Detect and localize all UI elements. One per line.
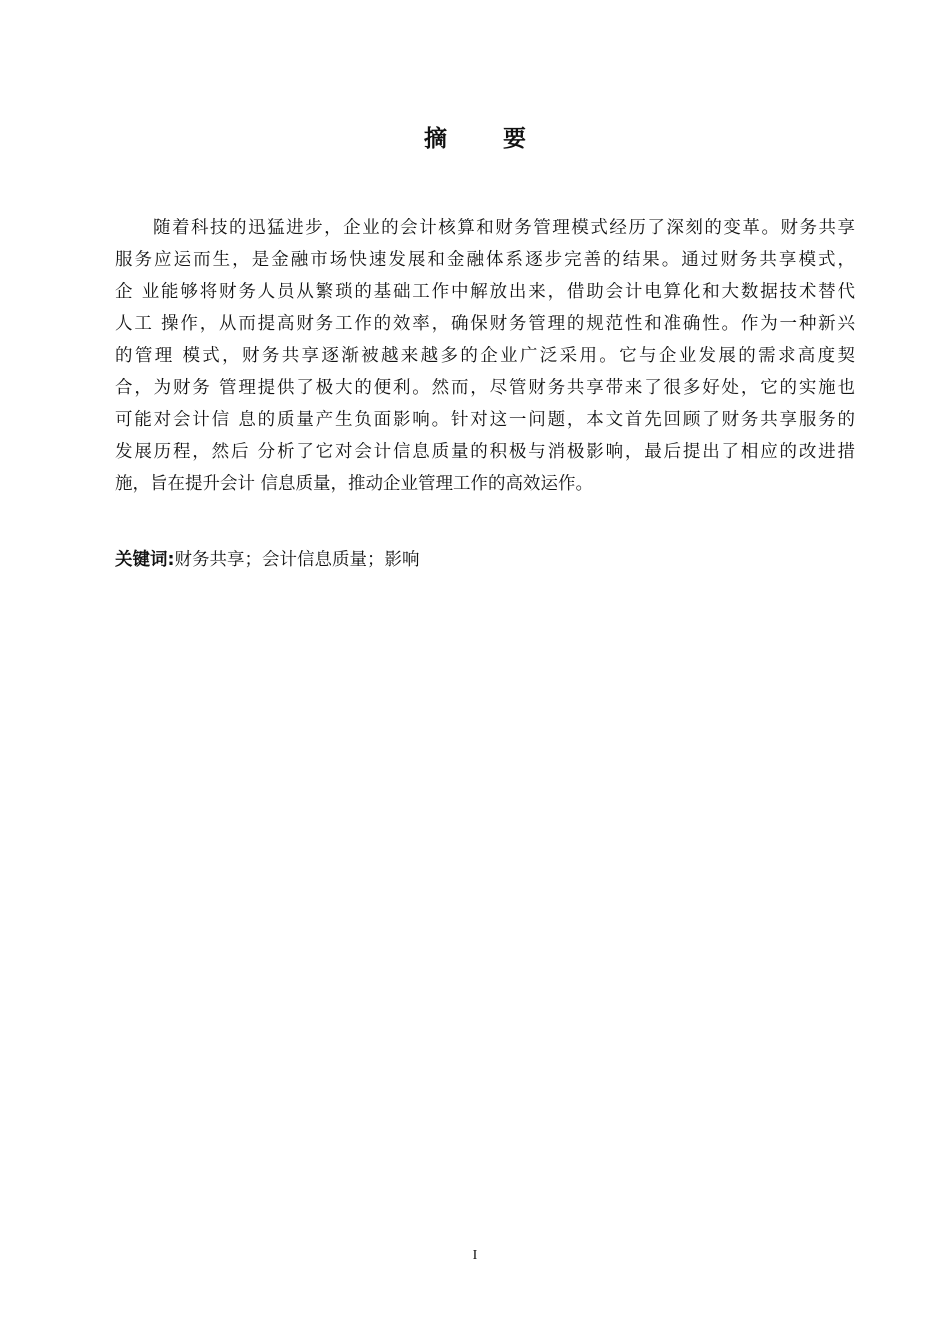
keywords-label: 关键词: — [115, 550, 175, 570]
abstract-line-8: 发展历程，然后 分析了它对会计信息质量的积极与消极影响，最后提出了相应的改进措 — [115, 442, 855, 462]
abstract-line-9: 施，旨在提升会计 信息质量，推动企业管理工作的高效运作。 — [115, 474, 594, 494]
abstract-line-7: 可能对会计信 息的质量产生负面影响。针对这一问题，本文首先回顾了财务共享服务的 — [115, 410, 855, 430]
keywords-text: 财务共享；会计信息质量；影响 — [174, 550, 420, 570]
abstract-body — [115, 212, 855, 500]
page-number: I — [472, 1248, 478, 1263]
abstract-line-1: 随着科技的迅猛进步，企业的会计核算和财务管理模式经历了深刻的变革。财务共享 — [153, 218, 855, 238]
abstract-line-3: 企 业能够将财务人员从繁琐的基础工作中解放出来，借助会计电算化和大数据技术替代 — [115, 282, 855, 302]
abstract-line-2: 服务应运而生，是金融市场快速发展和金融体系逐步完善的结果。通过财务共享模式， — [115, 250, 855, 270]
abstract-title: 摘 要 — [423, 126, 550, 152]
abstract-line-6: 合，为财务 管理提供了极大的便利。然而，尽管财务共享带来了很多好处，它的实施也 — [115, 378, 855, 398]
abstract-line-5: 的管理 模式，财务共享逐渐被越来越多的企业广泛采用。它与企业发展的需求高度契 — [115, 346, 855, 366]
abstract-line-4: 人工 操作，从而提高财务工作的效率，确保财务管理的规范性和准确性。作为一种新兴 — [115, 314, 855, 334]
keywords-line — [115, 546, 855, 574]
